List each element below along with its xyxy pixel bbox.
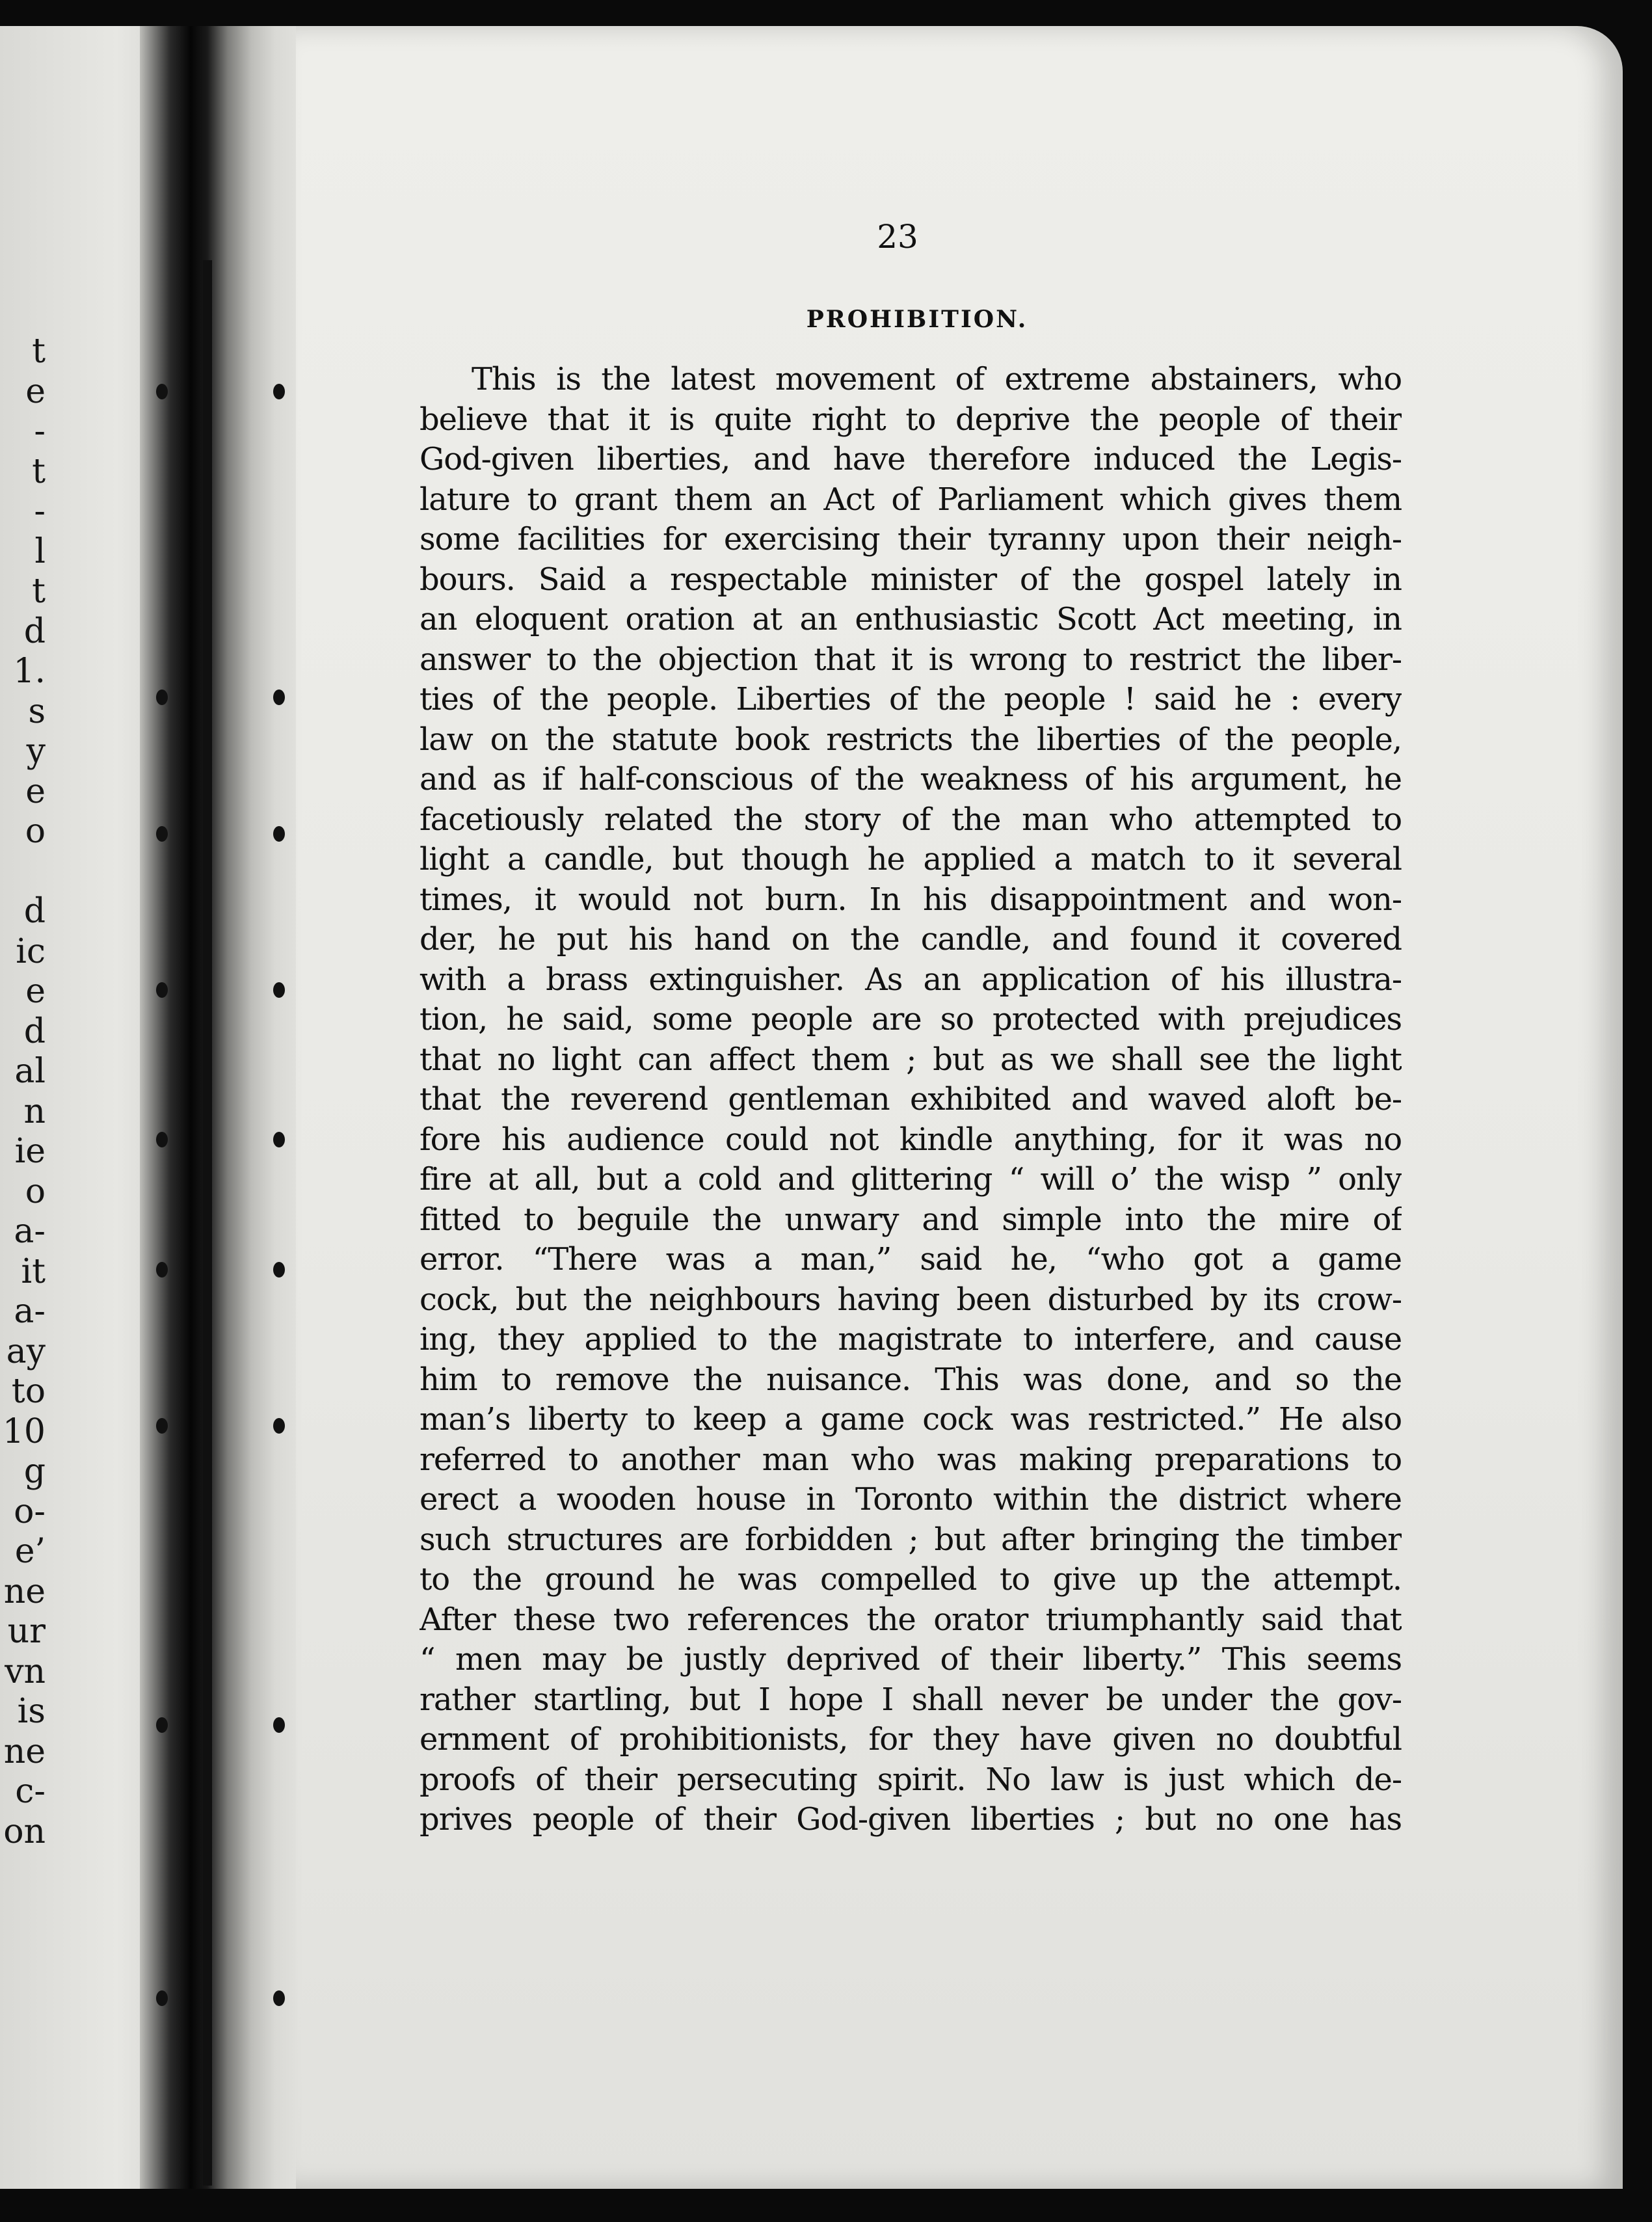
- binding-stitch: [203, 260, 212, 2186]
- left-page-fragment: o: [25, 812, 46, 851]
- text-line: tion, he said, some people are so protected with prejudices: [420, 1001, 1402, 1037]
- left-page-fragment: n: [23, 1091, 46, 1131]
- stitch-hole: [156, 384, 168, 399]
- section-title: PROHIBITION.: [806, 306, 1028, 333]
- left-page-fragment: 1.: [13, 652, 46, 691]
- book-gutter: [140, 26, 309, 2189]
- left-page-fragment: al: [14, 1052, 46, 1091]
- left-page-fragment: ay: [6, 1332, 46, 1371]
- text-line: and as if half-conscious of the weakness of his argument, he: [420, 761, 1402, 797]
- text-line: some facilities for exercising their tyranny upon their neigh-: [420, 521, 1402, 557]
- left-page-fragment: is: [17, 1692, 46, 1731]
- left-page-fragment: o: [25, 1171, 46, 1211]
- left-page-fragment: to: [11, 1372, 46, 1411]
- stitch-hole: [156, 1990, 168, 2006]
- stitch-hole: [273, 1990, 285, 2006]
- page-number: 23: [877, 218, 918, 256]
- left-page-fragment: t: [32, 451, 46, 491]
- left-page-fragment: e: [25, 771, 46, 811]
- left-page-fragment: -: [34, 492, 46, 531]
- left-page-fragment: d: [23, 1011, 46, 1051]
- text-line: der, he put his hand on the candle, and found it covered: [420, 921, 1402, 957]
- left-page-fragment: d: [23, 611, 46, 651]
- left-page-fragment: 10: [2, 1412, 46, 1451]
- stitch-hole: [273, 1132, 285, 1147]
- left-page-fragment: vn: [5, 1652, 46, 1691]
- text-line: with a brass extinguisher. As an application of his illustra-: [420, 961, 1402, 998]
- left-page-fragment: -: [34, 412, 46, 451]
- stitch-hole: [273, 1717, 285, 1733]
- left-page-fragment: s: [28, 691, 46, 731]
- left-page-fragment: ie: [14, 1132, 46, 1171]
- stitch-hole: [156, 1132, 168, 1147]
- stitch-hole: [273, 689, 285, 705]
- text-line: believe that it is quite right to deprive the people of their: [420, 401, 1402, 438]
- stitch-hole: [156, 1418, 168, 1434]
- text-line: lature to grant them an Act of Parliament which gives them: [420, 481, 1402, 518]
- text-line: times, it would not burn. In his disappointment and won-: [420, 881, 1402, 918]
- stitch-hole: [156, 689, 168, 705]
- text-line: ties of the people. Liberties of the people ! said he : every: [420, 681, 1402, 717]
- stitch-hole: [273, 982, 285, 998]
- text-line: fitted to beguile the unwary and simple into the mire of: [420, 1201, 1402, 1238]
- left-page-fragment: g: [23, 1452, 46, 1491]
- left-page-fragment: on: [3, 1812, 46, 1851]
- text-line: that no light can affect them ; but as we shall see the light: [420, 1041, 1402, 1078]
- text-line: After these two references the orator triumphantly said that: [420, 1601, 1402, 1638]
- stitch-hole: [156, 826, 168, 842]
- left-page-fragment: a-: [14, 1292, 46, 1331]
- left-page-fragment: l: [34, 531, 46, 571]
- left-page-fragment: o-: [14, 1492, 46, 1531]
- text-line: ing, they applied to the magistrate to interfere, and cause: [420, 1321, 1402, 1358]
- stitch-hole: [273, 384, 285, 399]
- text-line: prives people of their God-given liberties ; but no one has: [420, 1801, 1402, 1838]
- text-line: an eloquent oration at an enthusiastic Scott Act meeting, in: [420, 601, 1402, 637]
- text-line: referred to another man who was making preparations to: [420, 1441, 1402, 1478]
- left-page-fragment: it: [21, 1252, 46, 1291]
- left-page-text-fragments: [0, 332, 46, 1852]
- left-page-fragment: t: [32, 572, 46, 611]
- text-line: such structures are forbidden ; but after bringing the timber: [420, 1521, 1402, 1558]
- text-line: “ men may be justly deprived of their liberty.” This seems: [420, 1641, 1402, 1678]
- text-line: God-given liberties, and have therefore induced the Legis-: [420, 441, 1402, 477]
- left-page-fragment: t: [32, 332, 46, 371]
- text-line: This is the latest movement of extreme abstainers, who: [472, 361, 1402, 397]
- left-page-fragment: [0, 852, 46, 892]
- stitch-hole: [273, 1418, 285, 1434]
- stitch-hole: [156, 1717, 168, 1733]
- stitch-hole: [273, 826, 285, 842]
- text-line: to the ground he was compelled to give up the attempt.: [420, 1561, 1402, 1598]
- text-line: facetiously related the story of the man who attempted to: [420, 801, 1402, 838]
- left-page-fragment: c-: [15, 1772, 46, 1811]
- body-text: [420, 360, 1402, 1840]
- left-page-fragment: e: [25, 371, 46, 411]
- text-line: answer to the objection that it is wrong to restrict the liber-: [420, 641, 1402, 678]
- left-page-fragment: a-: [14, 1212, 46, 1251]
- text-line: ernment of prohibitionists, for they have given no doubtful: [420, 1721, 1402, 1758]
- text-line: him to remove the nuisance. This was done, and so the: [420, 1361, 1402, 1398]
- left-page-fragment: y: [26, 732, 46, 771]
- stitch-hole: [156, 1262, 168, 1278]
- left-page-fragment: ur: [7, 1612, 46, 1651]
- text-line: man’s liberty to keep a game cock was restricted.” He also: [420, 1401, 1402, 1438]
- text-line: light a candle, but though he applied a match to it several: [420, 841, 1402, 877]
- left-page-fragment: ic: [16, 931, 46, 971]
- stitch-hole: [156, 982, 168, 998]
- text-line: bours. Said a respectable minister of the gospel lately in: [420, 561, 1402, 598]
- text-line: fire at all, but a cold and glittering “ will o’ the wisp ” only: [420, 1161, 1402, 1198]
- left-page-fragment: e: [25, 972, 46, 1011]
- text-line: fore his audience could not kindle anything, for it was no: [420, 1121, 1402, 1158]
- text-line: error. “There was a man,” said he, “who got a game: [420, 1241, 1402, 1278]
- stitch-hole: [273, 1262, 285, 1278]
- text-line: cock, but the neighbours having been disturbed by its crow-: [420, 1281, 1402, 1318]
- left-page-fragment: e’: [14, 1532, 46, 1571]
- left-page-fragment: ne: [3, 1732, 46, 1771]
- text-line: erect a wooden house in Toronto within the district where: [420, 1481, 1402, 1518]
- text-line: proofs of their persecuting spirit. No law is just which de-: [420, 1761, 1402, 1798]
- text-line: rather startling, but I hope I shall never be under the gov-: [420, 1681, 1402, 1718]
- text-line: that the reverend gentleman exhibited and waved aloft be-: [420, 1081, 1402, 1118]
- text-line: law on the statute book restricts the liberties of the people,: [420, 721, 1402, 758]
- left-page-fragment: d: [23, 892, 46, 931]
- left-page-fragment: ne: [3, 1572, 46, 1611]
